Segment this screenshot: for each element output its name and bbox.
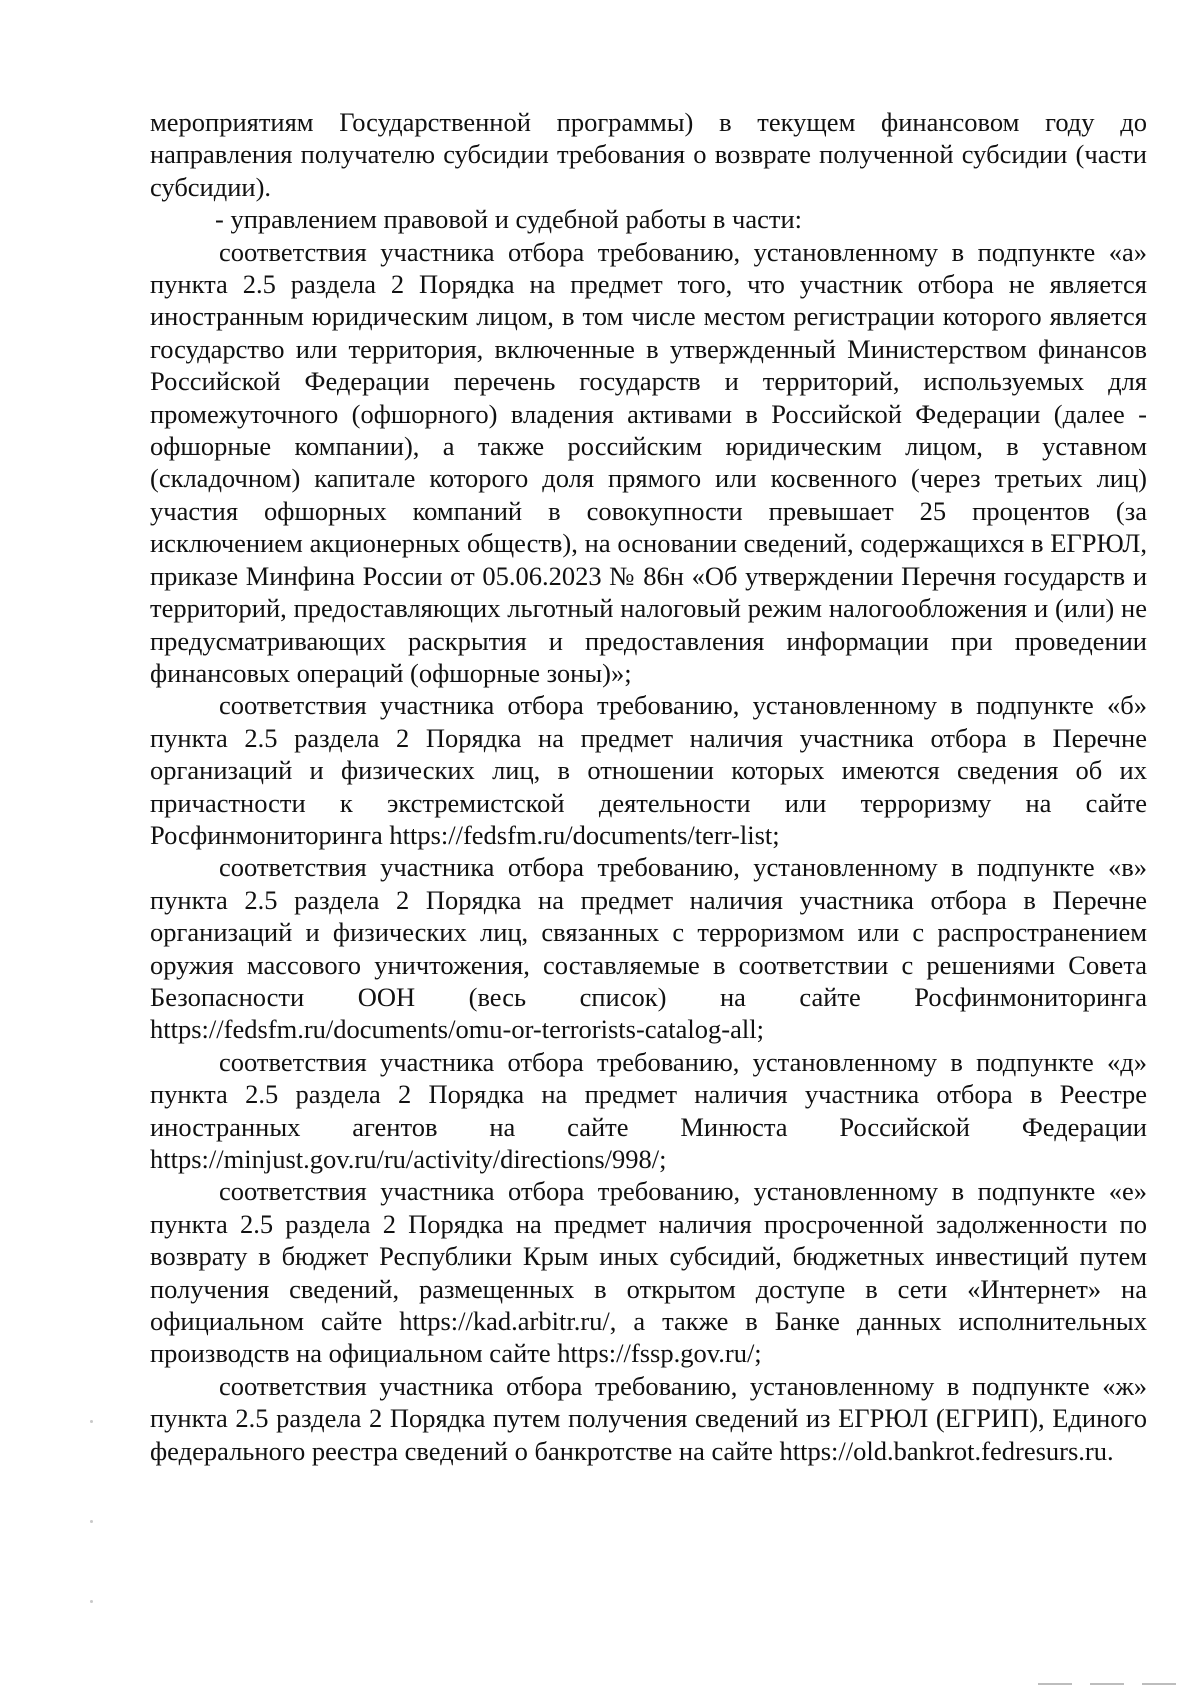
scan-mark [1038,1683,1072,1685]
scan-speck [90,1420,93,1423]
scan-edge-marks [1038,1683,1176,1685]
paragraph-subitem-a: соответствия участника отбора требованию, установленному в подпункте «а» пункта 2.5 раздела 2 Порядка на предмет того, что участник отбора не является иностранным юридическим лицом, в том числе местом регистрации которого является государство или территория, включенные в утвержденный Министерством финансов Российской Федерации перечень государств и территорий, используемых для промежуточного (офшорного) владения активами в Российской Федерации (далее - офшорные компании), а также российским юридическим лицом, в уставном (складочном) капитале которого доля прямого или косвенного (через третьих лиц) участия офшорных компаний в совокупности превышает 25 процентов (за исключением акционерных обществ), на основании сведений, содержащихся в ЕГРЮЛ, приказе Минфина России от 05.06.2023 № 86н «Об утверждении Перечня государств и территорий, предоставляющих льготный налоговый режим налогообложения и (или) не предусматривающих раскрытия и предоставления информации при проведении финансовых операций (офшорные зоны)»; [150,236,1147,688]
scan-mark [1090,1683,1124,1685]
scan-mark [1142,1683,1176,1685]
paragraph-subitem-b: соответствия участника отбора требованию, установленному в подпункте «б» пункта 2.5 раздела 2 Порядка на предмет наличия участника отбора в Перечне организаций и физических лиц, в отношении которых имеются сведения об их причастности к экстремистской деятельности или терроризму на сайте Росфинмониторинга https://fedsfm.ru/documents/terr-list; [150,690,1147,850]
scan-speck [90,1600,93,1603]
paragraph-subitem-v: соответствия участника отбора требованию, установленному в подпункте «в» пункта 2.5 раздела 2 Порядка на предмет наличия участника отбора в Перечне организаций и физических лиц, связанных с терроризмом или с распространением оружия массового уничтожения, составляемые в соответствии с решениями Совета Безопасности ООН (весь список) на сайте Росфинмониторинга https://fedsfm.ru/documents/omu-or-terrorists-catalog-all; [150,852,1147,1045]
scan-speck [90,1520,93,1523]
paragraph-continuation: мероприятиям Государственной программы) в текущем финансовом году до направления получателю субсидии требования о возврате полученной субсидии (части субсидии). [150,107,1147,202]
paragraph-subitem-zh: соответствия участника отбора требованию, установленному в подпункте «ж» пункта 2.5 раздела 2 Порядка путем получения сведений из ЕГРЮЛ (ЕГРИП), Единого федерального реестра сведений о банкротстве на сайте https://old.bankrot.fedresurs.ru. [150,1370,1147,1466]
document-body [150,106,1147,1467]
paragraph-subitem-e: соответствия участника отбора требованию, установленному в подпункте «е» пункта 2.5 раздела 2 Порядка на предмет наличия просроченной задолженности по возврату в бюджет Республики Крым иных субсидий, бюджетных инвестиций путем получения сведений, размещенных в открытом доступе в сети «Интернет» на официальном сайте https://kad.arbitr.ru/, а также в Банке данных исполнительных производств на официальном сайте https://fssp.gov.ru/; [150,1176,1147,1369]
paragraph-legal-department: - управлением правовой и судебной работы в части: [215,204,803,235]
paragraph-subitem-d: соответствия участника отбора требованию, установленному в подпункте «д» пункта 2.5 раздела 2 Порядка на предмет наличия участника отбора в Реестре иностранных агентов на сайте Минюста Российской Федерации https://minjust.gov.ru/ru/activity/directions/998/; [150,1046,1147,1174]
